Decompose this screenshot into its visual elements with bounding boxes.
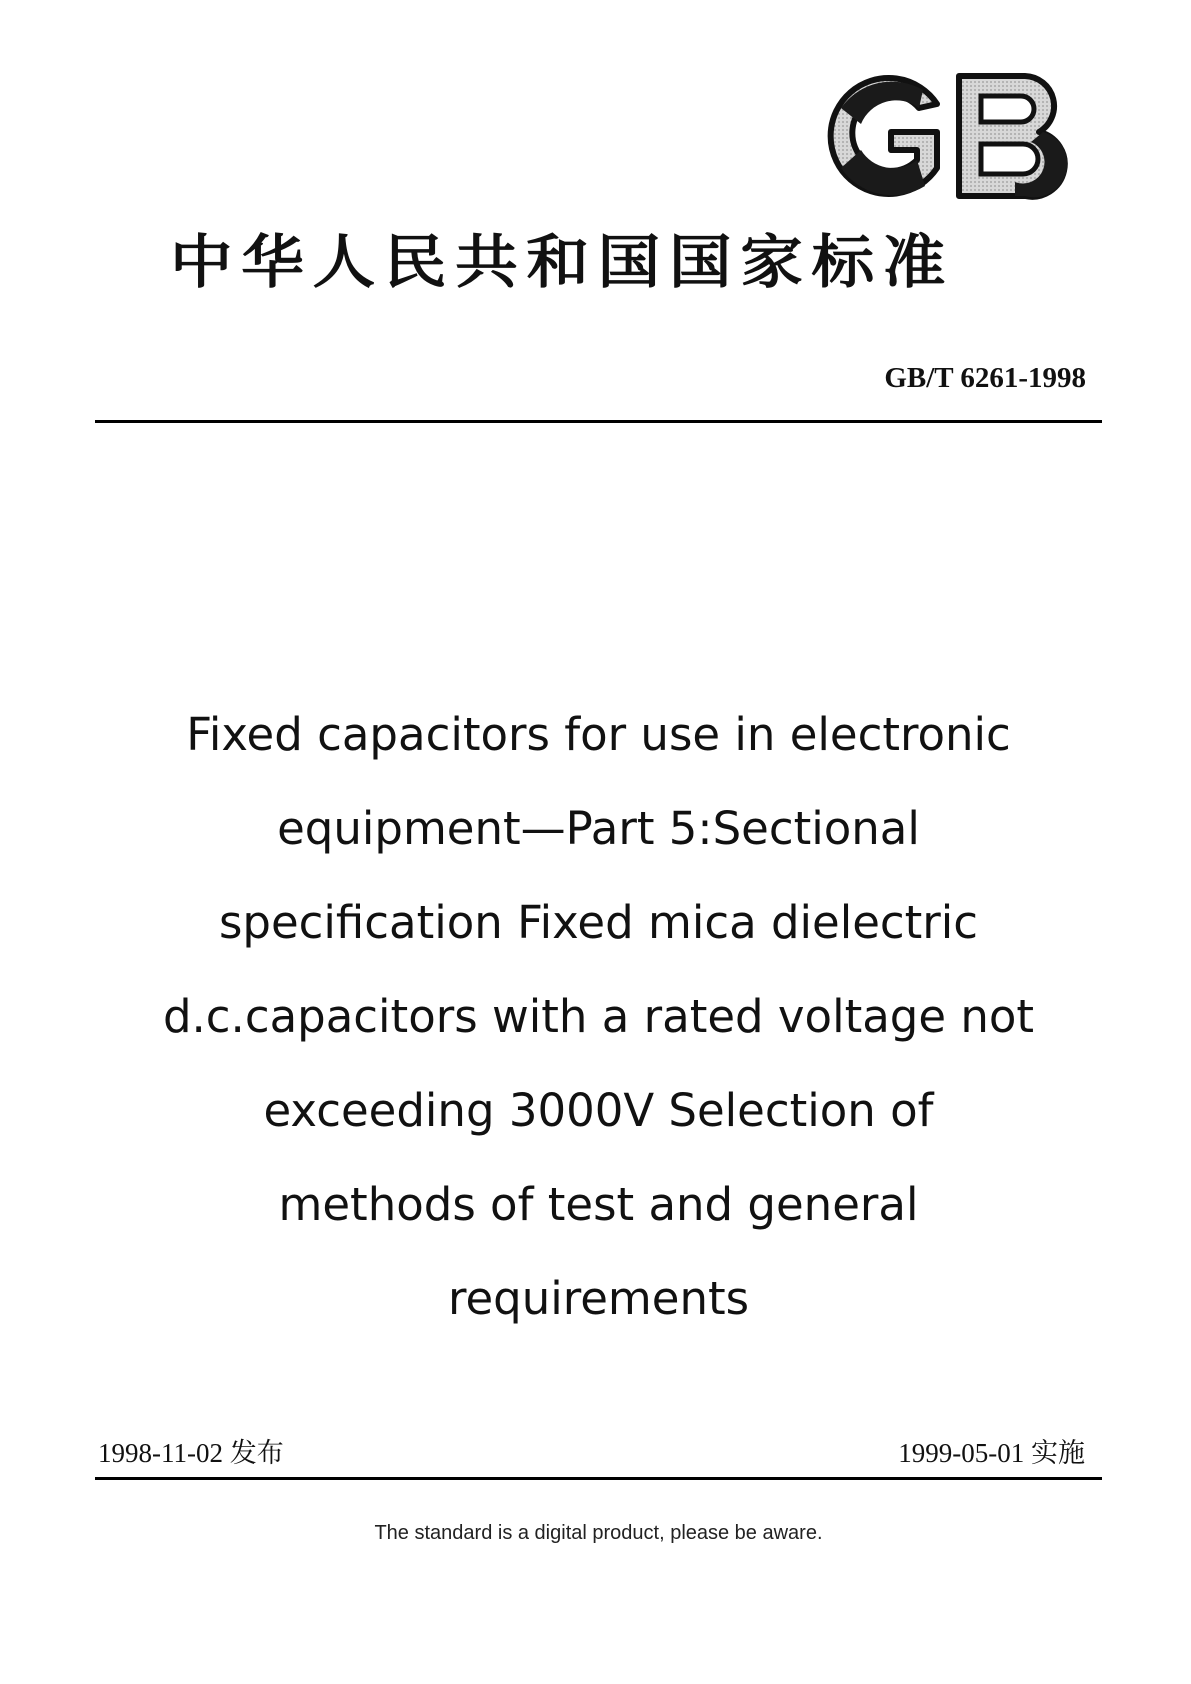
title-line: equipment—Part 5:Sectional [277, 802, 920, 855]
implementation-date: 1999-05-01 实施 [898, 1438, 1085, 1468]
title-line: methods of test and general [278, 1178, 919, 1231]
digital-product-notice: The standard is a digital product, please be aware. [374, 1522, 823, 1544]
title-line: exceeding 3000V Selection of [263, 1084, 934, 1137]
title-line: d.c.capacitors with a rated voltage not [162, 990, 1035, 1043]
national-standard-heading: 中华人民共和国国家标准 [170, 228, 955, 296]
issue-date: 1998-11-02 发布 [98, 1438, 284, 1468]
title-line: Fixed capacitors for use in electronic [186, 708, 1011, 761]
bottom-divider [95, 1477, 1102, 1480]
top-divider [95, 420, 1102, 423]
gb-logo [825, 68, 1073, 204]
title-line: specification Fixed mica dielectric [218, 896, 979, 949]
document-title [95, 688, 1102, 1346]
title-line: requirements [447, 1272, 750, 1325]
standard-number: GB/T 6261-1998 [884, 362, 1086, 394]
